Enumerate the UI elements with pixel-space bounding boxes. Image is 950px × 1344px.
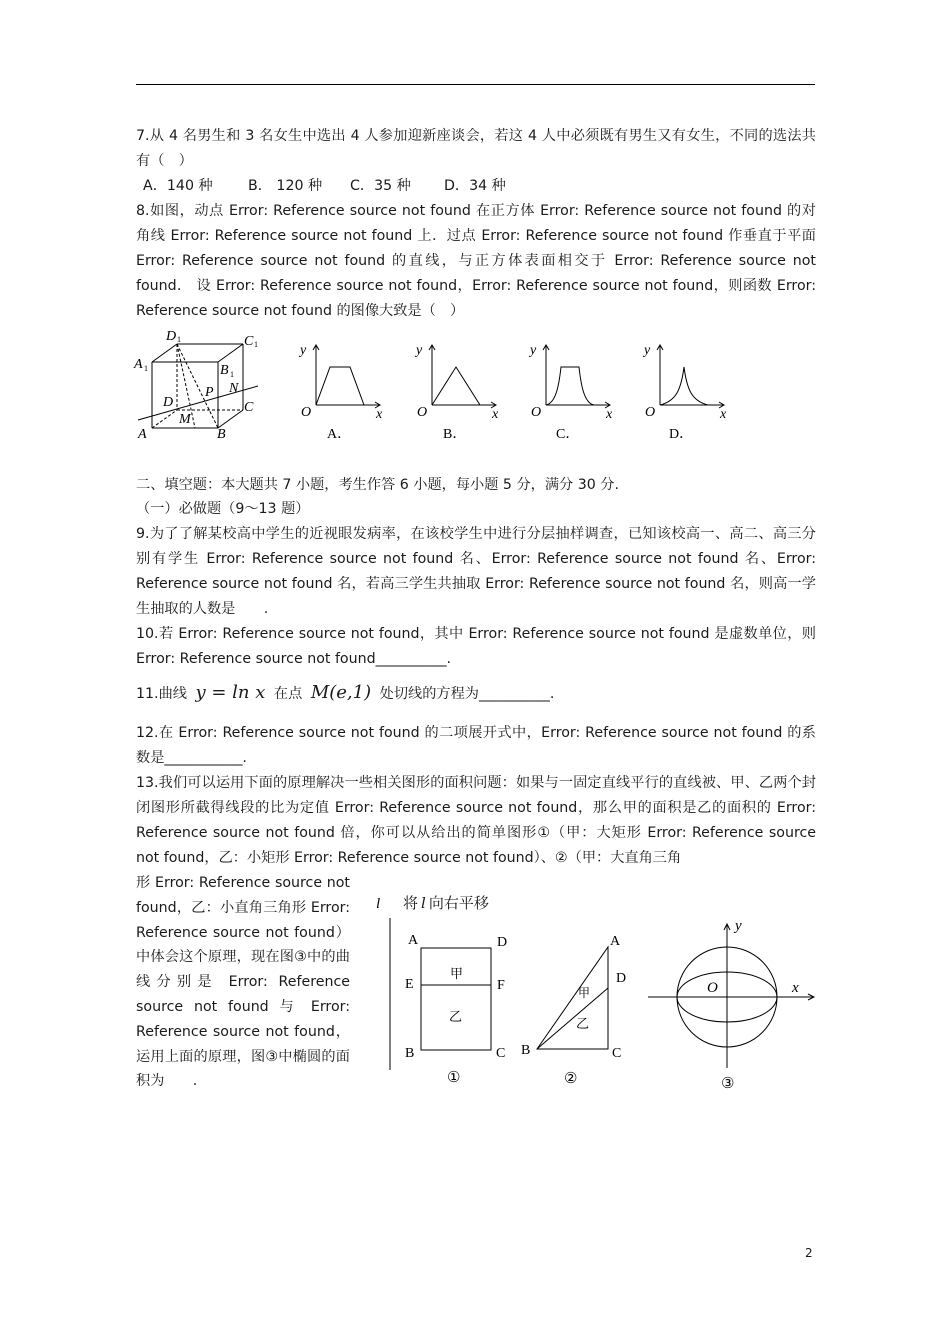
graph-option-b [412, 335, 512, 445]
q11-point: M(e,1) [310, 682, 372, 703]
axis-x-label: x [720, 407, 727, 422]
cube-label: C [244, 334, 254, 349]
section-2-subheading: （一）必做题（9～13 题） [136, 501, 310, 517]
figure-1-number: ① [447, 1070, 461, 1086]
cube-label: N [229, 381, 239, 396]
figure-3-ellipse [640, 910, 830, 1090]
question-13: 13.我们可以运用下面的原理解决一些相关图形的面积问题：如果与一固定直线平行的直线被、甲、乙两个封闭图形所截得线段的比为定值 Error: Reference source not found，那么甲的面积是乙的面积的 Error: Reference source not found 倍，你可以从给出的简单图形①（甲：大矩形 Error: Reference source not found，乙：小矩形 Error: Reference source not found）、②（甲：大直角三角 [136, 775, 816, 866]
axis-y-label: y [644, 343, 651, 358]
tri-yi-label: 乙 [576, 1016, 590, 1031]
origin-label: O [301, 405, 312, 420]
rect-jia-label: 甲 [450, 966, 464, 981]
graph-c-label: C． [556, 427, 580, 442]
ellipse-origin-label: O [707, 980, 718, 996]
q11-formula: y = ln x [195, 682, 266, 703]
axis-x-label: x [606, 407, 613, 422]
cube-label: A [134, 357, 143, 372]
rect-yi-label: 乙 [449, 1009, 463, 1024]
graph-option-a [296, 335, 396, 445]
axis-y-label: y [530, 343, 537, 358]
origin-label: O [531, 405, 542, 420]
section-2-heading: 二、填空题：本大题共 7 小题，考生作答 6 小题，每小题 5 分，满分 30 分. [136, 477, 619, 493]
ellipse-y-label: y [735, 918, 742, 934]
cube-label: A [138, 427, 147, 442]
q7-option-c: C．35 种 [350, 178, 411, 194]
cube-figure [130, 322, 270, 447]
origin-label: O [417, 405, 428, 420]
figure-2-triangles [515, 925, 645, 1090]
cube-label: B [220, 363, 229, 378]
question-7: 7.从 4 名男生和 3 名女生中选出 4 人参加迎新座谈会，若这 4 人中必须既有男生又有女生，不同的选法共有（ ） [136, 128, 816, 169]
figure-2-number: ② [564, 1071, 578, 1087]
graph-b-label: B． [443, 427, 467, 442]
cube-label: C [244, 400, 254, 415]
graph-a-label: A． [327, 427, 352, 442]
rect-label-d: D [497, 935, 508, 950]
caption-text: 将 [403, 894, 419, 912]
graph-option-d [640, 335, 740, 445]
question-10: 10.若 Error: Reference source not found，其中 Error: Reference source not found 是虚数单位，则 Error: Reference source not found__________. [136, 626, 816, 667]
question-13-continued: 形 Error: Reference source not found，乙：小直角三角形 Error: Reference source not found）中体会这个原理，现在图③中的曲线分别是 Error: Reference source not found 与 Error: Reference source not found，运用上面的原理，图③中椭圆的面积为 . [136, 875, 350, 1090]
cube-label: 1 [230, 370, 234, 379]
figure-1-caption [403, 891, 489, 916]
rect-label-e: E [405, 977, 414, 992]
q7-option-d: D．34 种 [444, 178, 506, 194]
tri-jia-label: 甲 [578, 986, 591, 1000]
question-8: 8.如图，动点 Error: Reference source not found 在正方体 Error: Reference source not found 的对角线 Error: Reference source not found 上．过点 Error: Reference source not found 作垂直于平面 Error: Reference source not found 的直线，与正方体表面相交于 Error: Reference source not found． 设 Error: Reference source not found，Error: Reference source not found，则函数 Error: Reference source not found 的图像大致是（ ） [136, 203, 816, 319]
origin-label: O [645, 405, 656, 420]
figure-3-number: ③ [721, 1076, 735, 1092]
axis-y-label: y [416, 343, 423, 358]
question-11 [136, 680, 554, 707]
caption-rest: 向右平移 [428, 894, 489, 912]
rect-label-f: F [497, 978, 505, 993]
graph-d-label: D． [669, 427, 694, 442]
cube-label: P [205, 385, 214, 400]
q11-mid: 在点 [273, 686, 303, 702]
figure-1-rectangles [370, 890, 530, 1090]
graph-option-c [526, 335, 626, 445]
tri-label-c: C [612, 1046, 622, 1061]
cube-label: M [179, 412, 191, 427]
q11-prefix: 11.曲线 [136, 686, 187, 702]
q11-suffix: 处切线的方程为__________. [379, 686, 555, 702]
cube-label: 1 [144, 364, 148, 373]
page-number: 2 [805, 1246, 813, 1260]
question-9: 9.为了了解某校高中学生的近视眼发病率，在该校学生中进行分层抽样调查，已知该校高一、高二、高三分别有学生 Error: Reference source not found 名、Error: Reference source not found 名、Error: Reference source not found 名，若高三学生共抽取 Error: Reference source not found 名，则高一学生抽取的人数是 . [136, 526, 816, 617]
axis-y-label: y [300, 343, 307, 358]
q7-option-a: A．140 种 [143, 178, 213, 194]
tri-label-d: D [616, 971, 627, 986]
question-12: 12.在 Error: Reference source not found 的二项展开式中，Error: Reference source not found 的系数是___________. [136, 725, 816, 766]
rect-label-c: C [496, 1046, 506, 1061]
cube-label: 1 [177, 335, 181, 344]
rect-label-a: A [408, 933, 419, 948]
cube-label: D [163, 395, 174, 410]
cube-label: 1 [254, 340, 258, 349]
q7-option-b: B． 120 种 [248, 178, 323, 194]
line-l-label: l [376, 896, 381, 912]
caption-l: l [421, 894, 426, 912]
tri-label-a: A [610, 934, 621, 949]
tri-label-b: B [521, 1043, 531, 1058]
axis-x-label: x [492, 407, 499, 422]
header-rule [136, 84, 815, 85]
rect-label-b: B [405, 1046, 415, 1061]
cube-label: B [217, 427, 226, 442]
cube-label: D [166, 329, 177, 344]
axis-x-label: x [376, 407, 383, 422]
ellipse-x-label: x [792, 980, 799, 996]
